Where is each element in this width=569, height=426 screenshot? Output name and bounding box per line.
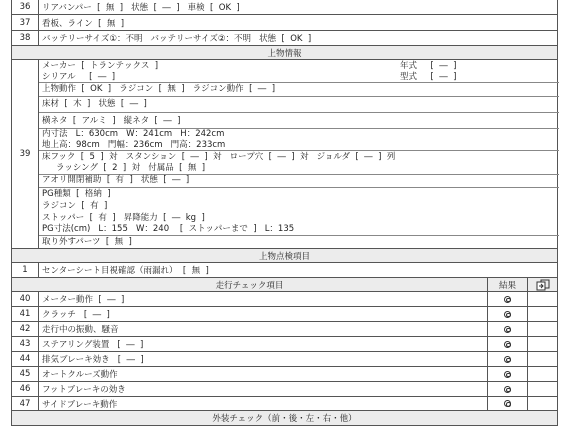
item-text: メーター動作 [ ― ] [42,295,125,305]
result-double-circle-icon [504,371,511,378]
item-text: ステアリング装置 [ ― ] [42,340,144,350]
result-cell [487,397,527,410]
drive-row-41 [11,307,558,322]
item-text: クラッチ [ ― ] [42,310,110,320]
result-double-circle-icon [504,400,511,407]
comment-cell [527,397,558,410]
item-text: サイドブレーキ動作 [42,399,118,410]
comment-cell [527,292,558,306]
inspection-sheet [11,0,558,426]
item-text: 排気ブレーキ効き [ ― ] [42,355,144,365]
item-number: 40 [12,292,39,306]
maker-line: メーカー [ トランテックス ] [42,61,159,71]
item-number: 37 [12,15,39,30]
row-38 [11,31,558,46]
comment-cell [527,322,558,336]
assist-line: アオリ開閉補助 [ 有 ] 状態 [ ― ] [42,175,190,185]
height-line: 地上高：98cm 門幅：236cm 門高：233cm [42,140,226,150]
comment-cell [527,352,558,366]
result-cell [487,352,527,366]
inspect-row-1 [11,263,558,278]
result-cell [487,307,527,321]
item-text: オートクルーズ動作 [42,370,118,380]
item-number: 43 [12,337,39,351]
comment-cell [527,367,558,381]
row-36 [11,0,558,15]
stopper-line: ストッパー [ 有 ] 昇降能力 [ ― kg ] [42,213,205,223]
item-text: フットブレーキの効き [42,385,126,395]
result-double-circle-icon [504,296,511,303]
pg-dimension-line: PG寸法(cm) L：155 W：240 [ ストッパーまで ] L：135 [42,224,295,234]
drive-row-42 [11,322,558,337]
result-double-circle-icon [504,341,511,348]
drive-row-43 [11,337,558,352]
section-inspect-header: 上物点検項目 [11,249,558,263]
drive-row-45 [11,367,558,382]
year-line: 年式 [ ― ] [400,61,457,71]
pg-radio-line: ラジコン [ 有 ] [42,201,108,211]
comment-cell [527,382,558,396]
section-exterior-header: 外装チェック（前・後・左・右・他） [11,411,558,426]
comment-cell [527,337,558,351]
item-number: 38 [12,31,39,45]
section-upper-header: 上物情報 [11,46,558,60]
item-text: リアバンパー [ 無 ] 状態 [ ― ] 車検 [ OK ] [42,3,240,13]
result-column-header: 結果 [487,278,527,291]
result-cell [487,322,527,336]
drive-row-46 [11,382,558,397]
result-cell [487,367,527,381]
result-double-circle-icon [504,311,511,318]
item-number: 1 [12,263,39,277]
operation-line: 上物動作 [ OK ] ラジコン [ 無 ] ラジコン動作 [ ― ] [42,84,276,94]
item-text: 走行中の振動、騒音 [42,325,119,335]
item-number: 44 [12,352,39,366]
clipboard-copy-icon[interactable] [527,278,558,291]
item-number: 39 [12,60,39,248]
item-text: 看板、ライン [ 無 ] [42,18,125,29]
floor-line: 床材 [ 木 ] 状態 [ ― ] [42,99,147,109]
drive-check-header [11,278,558,292]
removable-parts-line: 取り外すパーツ [ 無 ] [42,237,132,247]
drive-row-44 [11,352,558,367]
row-39-upper-info [11,60,558,249]
item-number: 36 [12,0,39,14]
result-cell [487,292,527,306]
item-number: 45 [12,367,39,381]
comment-cell [527,307,558,321]
item-number: 47 [12,397,39,410]
result-double-circle-icon [504,326,511,333]
pg-type-line: PG種類 [ 格納 ] [42,189,111,199]
beams-line: 横ネタ [ アルミ ] 縦ネタ [ ― ] [42,116,181,126]
model-line: 型式 [ ― ] [400,72,457,82]
item-number: 41 [12,307,39,321]
row-37 [11,15,558,31]
inner-size-line: 内寸法 L：630cm W：241cm H：242cm [42,129,225,139]
drive-row-47 [11,397,558,411]
drive-row-40 [11,292,558,307]
serial-line: シリアル [ ― ] [42,72,116,82]
section-drive-title: 走行チェック項目 [215,280,284,291]
result-cell [487,382,527,396]
item-number: 46 [12,382,39,396]
item-text: センターシート目視確認（雨漏れ） [ 無 ] [42,266,209,276]
lashing-line: ラッシング [ 2 ] 対 付属品 [ 無 ] [56,163,206,173]
item-number: 42 [12,322,39,336]
result-cell [487,337,527,351]
item-text: バッテリーサイズ①：不明 バッテリーサイズ②：不明 状態 [ OK ] [42,34,312,44]
result-double-circle-icon [504,386,511,393]
hooks-line: 床フック [ 5 ] 対 スタンション [ ― ] 対 ロープ穴 [ ― ] 対 ジョルダ [ ― ] 列 [42,152,396,162]
result-double-circle-icon [504,356,511,363]
